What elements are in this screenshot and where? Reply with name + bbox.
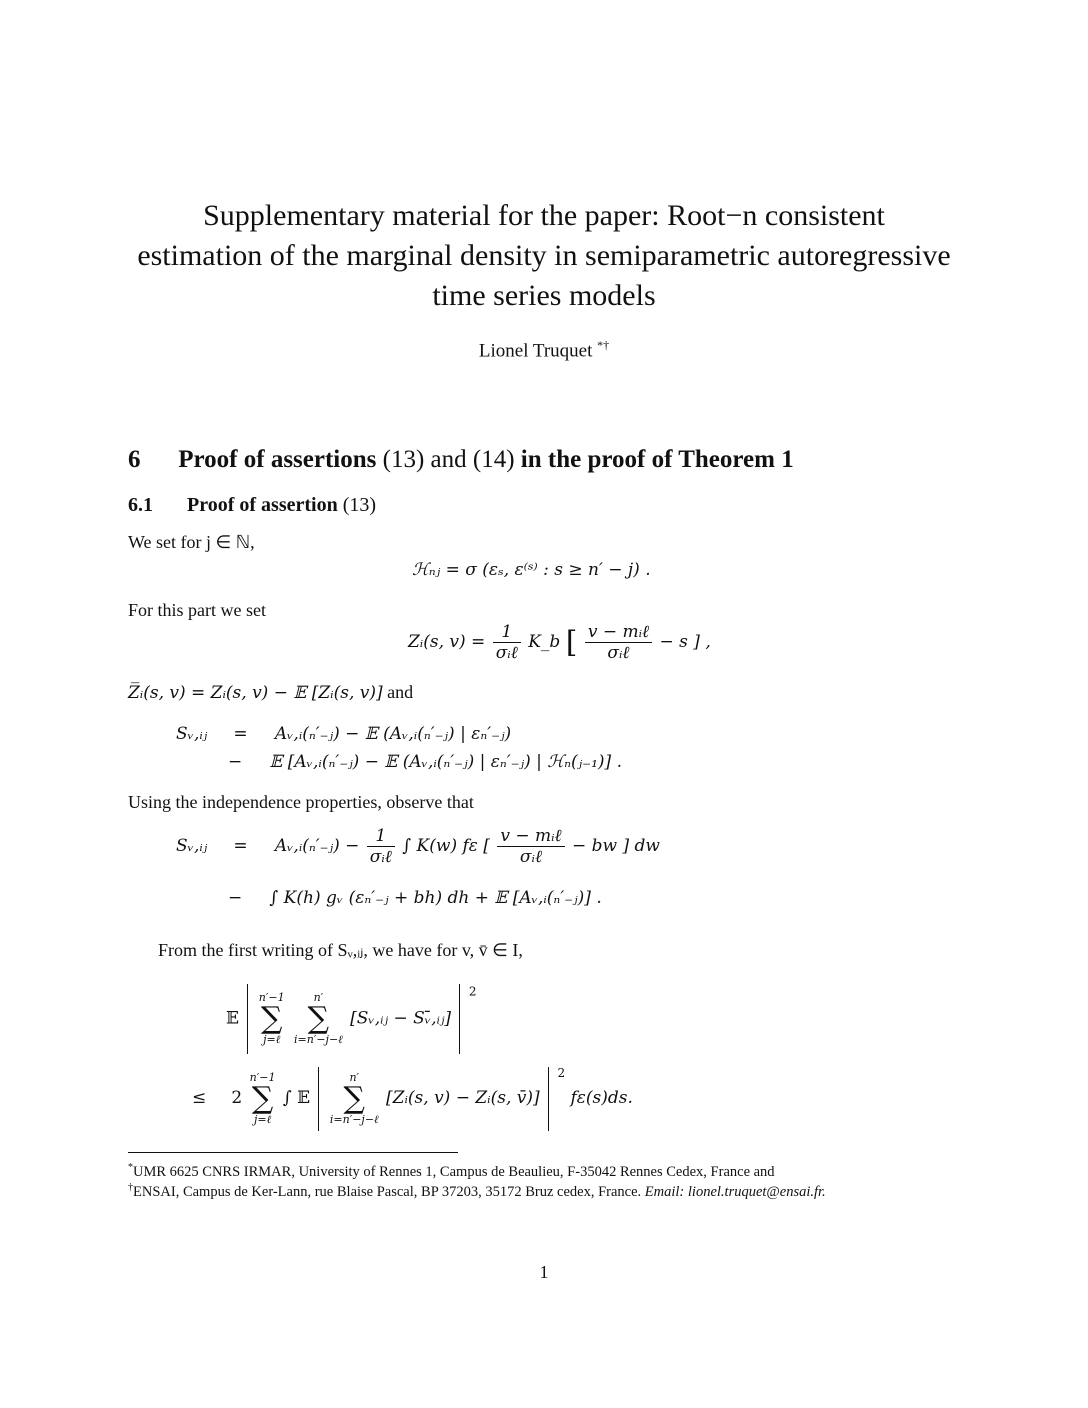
equation-5-line-1 bbox=[176, 826, 660, 867]
footnote-1-text: UMR 6625 CNRS IRMAR, University of Rennes 1, Campus de Beaulieu, F-35042 Rennes Cedex, France and bbox=[133, 1163, 775, 1180]
paragraph-3 bbox=[128, 682, 413, 703]
eq6-tail: fε(s)ds. bbox=[570, 1088, 633, 1108]
eq4-lhs: Sᵥ,ᵢⱼ bbox=[176, 724, 208, 744]
eq5-minus: − bbox=[228, 888, 243, 908]
equation-6-line-2 bbox=[192, 1066, 633, 1131]
eq5-inner-top: v − mᵢℓ bbox=[497, 826, 564, 847]
eq6-exponent-1: 2 bbox=[468, 984, 477, 999]
eq2-frac-bot: σᵢℓ bbox=[495, 643, 518, 663]
paper-title bbox=[100, 196, 988, 316]
eq6-sum-4: n′ ∑ i=n′−j−ℓ bbox=[329, 1070, 379, 1126]
eq6-sum3-bot: j=ℓ bbox=[253, 1112, 272, 1126]
eq6-sum-3: n′−1 ∑ j=ℓ bbox=[249, 1070, 276, 1126]
title-line-2: estimation of the marginal density in semiparametric autoregressive bbox=[137, 239, 951, 272]
footnote-rule bbox=[128, 1152, 458, 1153]
eq5-mid: ∫ K(w) fε [ bbox=[402, 836, 490, 856]
eq2-tail: − s ] , bbox=[659, 632, 711, 652]
subsection-number: 6.1 bbox=[128, 494, 153, 516]
author-name: Lionel Truquet bbox=[478, 340, 593, 362]
page-number: 1 bbox=[539, 1262, 549, 1282]
eq2-inner-bot: σᵢℓ bbox=[607, 643, 630, 663]
footnote-2 bbox=[128, 1178, 948, 1202]
paragraph-4: Using the independence properties, observe that bbox=[128, 792, 474, 812]
section-heading bbox=[128, 446, 794, 474]
eq4-minus: − bbox=[228, 752, 243, 772]
eq6-sum1-bot: j=ℓ bbox=[263, 1033, 281, 1046]
eq2-left: Zᵢ(s, v) = bbox=[408, 632, 491, 652]
footnote-2-text: ENSAI, Campus de Ker-Lann, rue Blaise Pascal, BP 37203, 35172 Bruz cedex, France. bbox=[133, 1183, 642, 1200]
equation-4-line-1 bbox=[176, 724, 511, 744]
eq4-equals: = bbox=[233, 724, 248, 744]
eq2-inner-top: v − mᵢℓ bbox=[585, 622, 652, 643]
eq6-sum-2: n′ ∑ i=n′−j−ℓ bbox=[294, 991, 343, 1046]
eq6-body-2: [Zᵢ(s, v) − Zᵢ(s, v̄)] bbox=[386, 1088, 540, 1108]
paragraph-2: For this part we set bbox=[128, 600, 266, 620]
eq6-integral-E: ∫ 𝔼 bbox=[282, 1088, 311, 1108]
eq5-equals: = bbox=[233, 836, 248, 856]
eq5-inner-fraction bbox=[497, 826, 564, 867]
eq5-fraction bbox=[367, 826, 395, 867]
eq6-sum2-bot: i=n′−j−ℓ bbox=[294, 1033, 343, 1046]
eq2-kernel: K_b bbox=[528, 632, 561, 652]
eq6-sum4-top: n′ bbox=[349, 1070, 360, 1084]
footnote-2-mark: † bbox=[128, 1182, 133, 1193]
eq6-coefficient: 2 bbox=[231, 1088, 243, 1108]
eq5-pre: Aᵥ,ᵢ(ₙ′₋ⱼ) − bbox=[274, 836, 360, 856]
subsection-heading bbox=[128, 494, 376, 517]
eq5-lhs: Sᵥ,ᵢⱼ bbox=[176, 836, 208, 856]
eq2-frac-top: 1 bbox=[493, 622, 521, 643]
author-marks: *† bbox=[597, 338, 610, 352]
eq6-sum-1: n′−1 ∑ j=ℓ bbox=[258, 991, 285, 1046]
section-rest: in the proof of Theorem 1 bbox=[520, 446, 794, 473]
eq6-abs-right-2 bbox=[548, 1067, 549, 1131]
eq5-frac-bot: σᵢℓ bbox=[369, 847, 392, 867]
eq6-body-1: [Sᵥ,ᵢⱼ − Sᵥ̄,ᵢⱼ] bbox=[350, 1008, 452, 1029]
subsection-title: Proof of assertion bbox=[187, 494, 338, 516]
equation-4-line-2 bbox=[228, 752, 622, 772]
equation-1: ℋₙⱼ = σ (εₛ, ε⁽ˢ⁾ : s ≥ n′ − j) . bbox=[412, 560, 651, 580]
eq6-expectation: 𝔼 bbox=[226, 1008, 239, 1029]
eq5-rhs-2: ∫ K(h) gᵥ (εₙ′₋ⱼ + bh) dh + 𝔼 [Aᵥ,ᵢ(ₙ′₋ⱼ)] . bbox=[269, 888, 602, 908]
equation-2: Zᵢ(s, v) = $\frac{1}{\text{σᵢℓ}}$ K_b [ $\frac{\text{v − mᵢℓ}}{\text{σᵢℓ}}$ − s ] , bbox=[408, 622, 711, 663]
eq4-rhs-1: Aᵥ,ᵢ(ₙ′₋ⱼ) − 𝔼 (Aᵥ,ᵢ(ₙ′₋ⱼ) | εₙ′₋ⱼ) bbox=[274, 724, 512, 744]
eq6-abs-right bbox=[459, 984, 460, 1054]
equation-5-line-2 bbox=[228, 888, 602, 908]
equation-6-line-1 bbox=[226, 984, 477, 1054]
paragraph-5: From the first writing of Sᵥ,ᵢⱼ, we have for v, v̄ ∈ I, bbox=[158, 940, 523, 960]
paragraph-3-and: and bbox=[387, 682, 414, 702]
footnote-2-email[interactable]: lionel.truquet@ensai.fr. bbox=[687, 1183, 826, 1200]
eq6-exponent-2: 2 bbox=[557, 1066, 566, 1080]
section-refs: (13) and (14) bbox=[382, 446, 515, 473]
eq6-sum4-bot: i=n′−j−ℓ bbox=[329, 1112, 379, 1126]
eq6-abs-left-2 bbox=[318, 1067, 319, 1131]
section-number: 6 bbox=[128, 446, 141, 473]
section-title: Proof of assertions bbox=[178, 446, 377, 473]
eq6-sum3-top: n′−1 bbox=[249, 1070, 276, 1084]
footnote-1-mark: * bbox=[128, 1162, 133, 1173]
paragraph-1: We set for j ∈ ℕ, bbox=[128, 532, 255, 552]
eq5-tail: − bw ] dw bbox=[572, 836, 660, 856]
equation-3: Z̅ᵢ(s, v) = Zᵢ(s, v) − 𝔼 [Zᵢ(s, v)] bbox=[128, 683, 383, 703]
author bbox=[0, 338, 1088, 362]
eq6-sum1-top: n′−1 bbox=[258, 991, 285, 1004]
eq6-abs-left bbox=[247, 984, 248, 1054]
eq2-fraction bbox=[493, 622, 521, 663]
footnote-2-email-label: Email: bbox=[644, 1183, 685, 1200]
eq5-frac-top: 1 bbox=[367, 826, 395, 847]
eq4-rhs-2: 𝔼 [Aᵥ,ᵢ(ₙ′₋ⱼ) − 𝔼 (Aᵥ,ᵢ(ₙ′₋ⱼ) | εₙ′₋ⱼ) | ℋₙ(ⱼ₋₁)] . bbox=[269, 752, 622, 772]
eq5-inner-bot: σᵢℓ bbox=[519, 847, 543, 867]
eq6-sum2-top: n′ bbox=[313, 991, 324, 1004]
eq6-leq: ≤ bbox=[192, 1088, 207, 1108]
subsection-ref: (13) bbox=[342, 494, 377, 516]
eq2-inner-fraction bbox=[585, 622, 652, 663]
title-line-3: time series models bbox=[432, 279, 656, 312]
title-line-1: Supplementary material for the paper: Root−n consistent bbox=[203, 199, 885, 232]
